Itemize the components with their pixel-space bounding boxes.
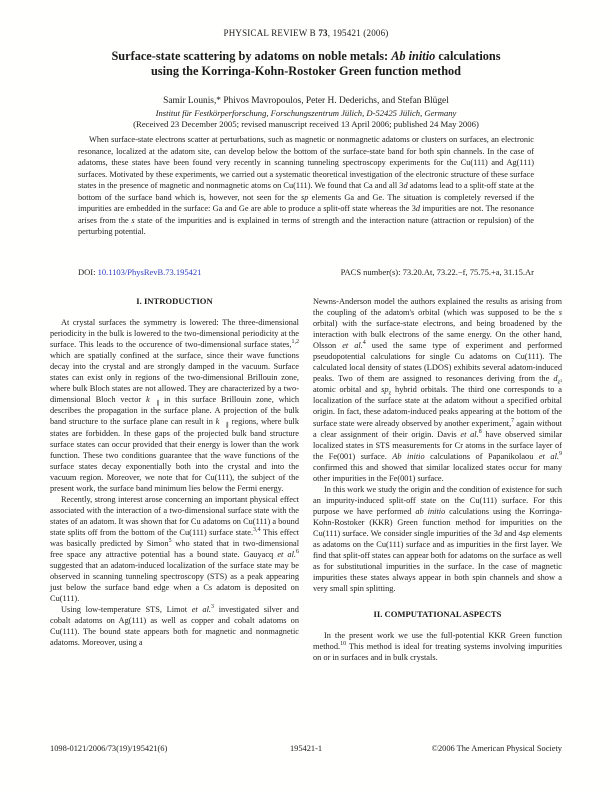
footer-issn: 1098-0121/2006/73(19)/195421(6) (50, 744, 168, 753)
abstract-paragraph: When surface-state electrons scatter at perturbations, such as magnetic or nonmagnetic adatoms or clusters on surfaces, an electronic resonance, localized at the adatom site, can develop below the bottom of the surface-state band for both spin channels. In the case of adatoms, these states have been found very recently in scanning tunneling spectroscopy experiments for the Cu(111) and Ag(111) surfaces. Motivated by these experiments, we carried out a systematic theoretical investigation of the electronic structure of these surface states in the presence of magnetic and nonmagnetic atoms on Cu(111). We found that Ca and all 3d adatoms lead to a split-off state at the bottom of the surface band which is, however, not seen for the sp elements Ga and Ge. The situation is completely reversed if the impurities are embedded in the surface: Ga and Ge are able to produce a split-off state whereas the 3d impurities are not. The resonance arises from the s state of the impurities and is explained in terms of strength and the interaction nature (attraction or repulsion) of the perturbing potential. (78, 135, 535, 237)
paragraph-computational: In the present work we use the full-potential KKR Green function method.$^{10}$ This method is ideal for treating systems involving impurities on or in surfaces and in bulk crystals. (313, 631, 562, 663)
section-heading-introduction: I. INTRODUCTION (136, 296, 213, 306)
affiliation-line: Institut für Festkörperforschung, Forschungszentrum Jülich, D-52425 Jülich, Germany (155, 108, 457, 118)
left-column (50, 296, 299, 663)
right-column (313, 296, 562, 663)
paragraph-continuation: Newns-Anderson model the authors explained the results as arising from the coupling of the adatom's orbital (which was supposed to be the s orbital) with the surface-state electrons, and being broadened by the interaction with bulk electrons of the same energy. On the other hand, Olsson et al.$^4$ used the same type of experiment and performed pseudopotential calculations for single Cu adatoms on Cu(111). The calculated local density of states (LDOS) exhibits several adatom-induced peaks. Two of them are assigned to resonances deriving from the $d_{z^2}$ atomic orbital and $sp_z$ hybrid orbitals. The third one corresponds to a localization of the surface state at the adatom without a specified orbital origin. In fact, these adatom-induced peaks appearing at the bottom of the surface state were already observed by another experiment,$^7$ again without a clear assignment of their origin. Davis et al.$^8$ have observed similar localized states in STS measurements for Cr atoms in the surface layer of the Fe(001) surface. Ab initio calculations of Papanikolaou et al.$^9$ confirmed this and showed that similar localized states occur for many other impurities in the Fe(001) surface. (313, 297, 562, 483)
doi-pacs-row (78, 267, 534, 277)
paragraph-this-work: In this work we study the origin and the condition of existence for such an impurity-induced split-off state on the Cu(111) surface. For this purpose we have performed ab initio calculations using the Korringa-Kohn-Rostoker (KKR) Green function method for impurities on the Cu(111) surface. We consider single impurities of the 3d and 4sp elements as adatoms on the Cu(111) surface and as impurities in the first layer. We find that split-off states can appear both for adatoms on the surface as well as for substitutional impurities in the surface. In the case of magnetic impurities these states always appear in both spin channels and show a very small spin splitting. (313, 484, 562, 594)
paragraph-intro-2: Recently, strong interest arose concerning an important physical effect associated with the interaction of a two-dimensional surface state with the states of an adatom. It was shown that for Cu adatoms on Cu(111) a bound state splits off from the bottom of the Cu(111) surface state.$^{3,4}$ This effect was basically predicted by Simon$^5$ who stated that in two-dimensional free space any attractive potential has a bound state. Gauyacq et al.$^6$ suggested that an adatom-induced localization of the surface state may be observed in scanning tunneling spectroscopy (STS) as a peak appearing just below the surface band edge when a Cs adatom is deposited on Cu(111). (50, 494, 300, 604)
received-line: (Received 23 December 2005; revised manuscript received 13 April 2006; published 24 May 2006) (133, 119, 479, 129)
page-footer (50, 744, 562, 753)
article-title: Surface-state scattering by adatoms on noble metals: Ab initio calculations using the Korringa-Kohn-Rostoker Green function method (111, 49, 501, 78)
footer-copyright: ©2006 The American Physical Society (431, 744, 562, 753)
pacs-line: PACS number(s): 73.20.At, 73.22.−f, 75.75.+a, 31.15.Ar (340, 267, 534, 277)
paragraph-intro-1: At crystal surfaces the symmetry is lowered: The three-dimensional periodicity in the bulk is lowered to the two-dimensional periodicity at the surface. This leads to the occurence of two-dimensional surface states,$^{1,2}$ which are spatially confined at the surface, since their wave functions decay into the crystal and are strongly damped in the vacuum. Surface states can exist only in regions of the two-dimensional Brillouin zone, where bulk Bloch states are not allowed. They are characterized by a two-dimensional Bloch vector $k⃗_\parallel$ in this surface Brillouin zone, which describes the propagation in the surface plane. A projection of the bulk band structure to the surface plane can result in $k⃗_\parallel$ regions, where bulk states are forbidden. In these gaps of the projected bulk band structure surface states can occur provided that their energy is lower than the work function. These two conditions guarantee that the wave functions of the surface states decay exponentially both into the crystal and into the vacuum region. Moreover, we note that for Cu(111), the subject of the present work, the surface band minimum lies below the Fermi energy. (50, 318, 299, 493)
doi-line (78, 267, 201, 277)
journal-header: PHYSICAL REVIEW B 73, 195421 (2006) (223, 28, 389, 38)
paragraph-intro-3: Using low-temperature STS, Limot et al.$^3$ investigated silver and cobalt adatoms on Ag(111) as well as copper and cobalt adatoms on Cu(111). The bound state appears both for magnetic and nonmagnetic adatoms. Moreover, using a (50, 604, 299, 648)
doi-label: DOI: (78, 267, 96, 277)
doi-link[interactable]: 10.1103/PhysRevB.73.195421 (97, 267, 202, 277)
footer-page-number: 195421-1 (289, 744, 323, 753)
section-heading-computational: II. COMPUTATIONAL ASPECTS (373, 609, 502, 620)
authors-line: Samir Lounis,* Phivos Mavropoulos, Peter H. Dederichs, and Stefan Blügel (163, 96, 449, 106)
two-column-body (50, 296, 562, 663)
